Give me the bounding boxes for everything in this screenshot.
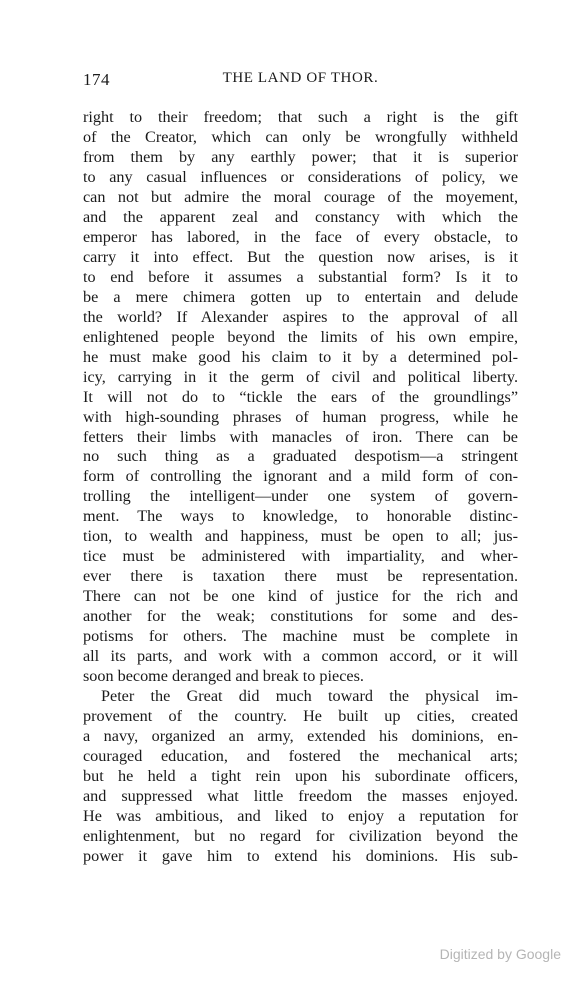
text-line: provement of the country. He built up cities, created xyxy=(83,707,518,726)
text-line: from them by any earthly power; that it is superior xyxy=(83,147,518,166)
text-line: he must make good his claim to it by a determined pol- xyxy=(83,347,518,366)
text-line: power it gave him to extend his dominions. His sub- xyxy=(83,846,518,865)
text-line: soon become deranged and break to pieces. xyxy=(83,667,364,686)
text-line: right to their freedom; that such a right is the gift xyxy=(83,108,518,126)
page-header xyxy=(83,70,518,94)
text-line: potisms for others. The machine must be complete in xyxy=(83,627,518,646)
text-line: He was ambitious, and liked to enjoy a reputation for xyxy=(83,806,518,825)
paragraph xyxy=(83,108,518,687)
paragraph xyxy=(83,687,518,867)
text-line: emperor has labored, in the face of every obstacle, to xyxy=(83,227,518,246)
text-line: another for the weak; constitutions for some and des- xyxy=(83,607,518,626)
text-line: enlightenment, but no regard for civilization beyond the xyxy=(83,826,518,845)
text-line: fetters their limbs with manacles of iron. There can be xyxy=(83,427,518,446)
page-number: 174 xyxy=(83,70,110,89)
text-line: the world? If Alexander aspires to the approval of all xyxy=(83,307,518,326)
text-line: to any casual influences or considerations of policy, we xyxy=(83,167,518,186)
text-line: Peter the Great did much toward the physical im- xyxy=(101,687,518,706)
text-line: ever there is taxation there must be representation. xyxy=(83,567,518,586)
text-line: all its parts, and work with a common accord, or it will xyxy=(83,647,518,666)
text-line: a navy, organized an army, extended his dominions, en- xyxy=(83,727,518,746)
text-line: can not but admire the moral courage of the moyement, xyxy=(83,187,518,206)
text-line: There can not be one kind of justice for the rich and xyxy=(83,587,518,606)
body-text xyxy=(83,108,518,867)
text-line: couraged education, and fostered the mechanical arts; xyxy=(83,747,518,765)
text-line: trolling the intelligent—under one system of govern- xyxy=(83,487,518,506)
text-line: It will not do to “tickle the ears of the groundlings” xyxy=(83,387,518,406)
text-line: and suppressed what little freedom the masses enjoyed. xyxy=(83,786,518,805)
text-line: to end before it assumes a substantial form? Is it to xyxy=(83,267,518,286)
text-line: carry it into effect. But the question now arises, is it xyxy=(83,247,518,266)
running-head: THE LAND OF THOR. xyxy=(222,70,379,86)
text-line: enlightened people beyond the limits of his own empire, xyxy=(83,327,518,346)
text-line: icy, carrying in it the germ of civil and political liberty. xyxy=(83,367,518,386)
text-line: tion, to wealth and happiness, must be open to all; jus- xyxy=(83,527,518,546)
text-line: with high-sounding phrases of human progress, while he xyxy=(83,407,518,426)
text-line: of the Creator, which can only be wrongfully withheld xyxy=(83,127,518,146)
digitized-watermark: Digitized by Google xyxy=(439,946,561,962)
text-line: ment. The ways to knowledge, to honorable distinc- xyxy=(83,507,518,526)
text-line: and the apparent zeal and constancy with which the xyxy=(83,207,518,226)
text-line: form of controlling the ignorant and a mild form of con- xyxy=(83,467,518,486)
text-line: but he held a tight rein upon his subordinate officers, xyxy=(83,766,518,785)
text-line: be a mere chimera gotten up to entertain and delude xyxy=(83,287,518,306)
text-line: no such thing as a graduated despotism—a stringent xyxy=(83,447,518,466)
text-line: tice must be administered with impartiality, and wher- xyxy=(83,547,518,566)
